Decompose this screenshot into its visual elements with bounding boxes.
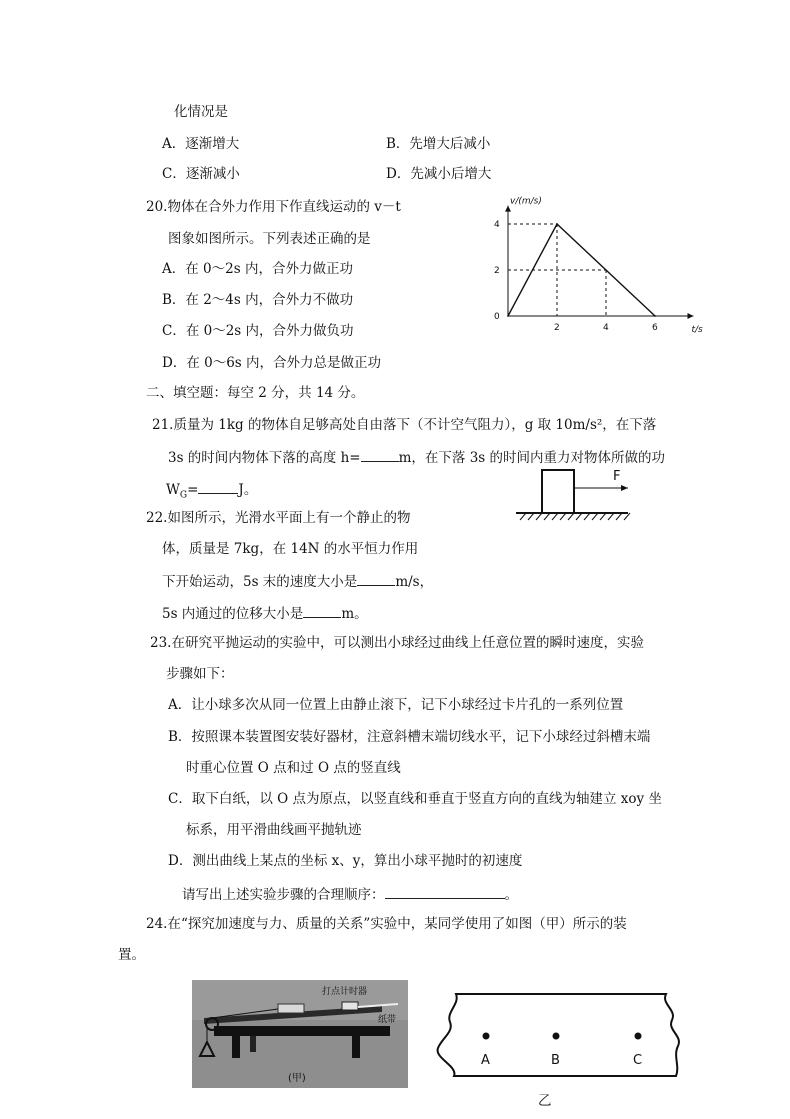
q23-step-b-line2: 时重心位置 O 点和过 O 点的竖直线 (186, 760, 401, 776)
answer-blank-order (385, 884, 505, 899)
tape-label-a: A (481, 1053, 490, 1068)
y-axis-label: v/(m/s) (510, 196, 542, 207)
q21-equals: = (187, 482, 199, 498)
q21-w-symbol: W (166, 482, 180, 498)
q23-step-c-line2: 标系，用平滑曲线画平抛轨迹 (186, 822, 362, 838)
q23-line2: 步骤如下： (166, 666, 234, 682)
y-tick-label: 2 (494, 266, 500, 276)
x-tick-label: 2 (554, 323, 560, 333)
table-top (214, 1026, 390, 1036)
vt-point (654, 315, 656, 317)
answer-blank-height (361, 447, 399, 462)
q19-option-d: D．先减小后增大 (386, 166, 492, 182)
y-tick-label: 0 (494, 312, 500, 322)
q21-line3 (166, 479, 257, 505)
q20-option-a: A．在 0～2s 内，合外力做正功 (162, 261, 353, 277)
q21-w-subscript: G (179, 490, 188, 501)
x-axis-label: t/s (691, 325, 703, 335)
q23-line1: 23.在研究平抛运动的实验中，可以测出小球经过曲线上任意位置的瞬时速度，实验 (150, 635, 644, 651)
q22-line3-b: m/s， (395, 574, 434, 590)
q19-option-b: B．先增大后减小 (386, 136, 491, 152)
q21-line3-end: J。 (238, 482, 258, 498)
q19-option-c: C．逐渐减小 (162, 166, 240, 182)
q20-option-c: C．在 0～2s 内，合外力做负功 (162, 323, 354, 339)
tape-caption: 乙 (538, 1093, 552, 1109)
force-label: F (613, 469, 621, 484)
q23-step-c-line1: C．取下白纸，以 O 点为原点，以竖直线和垂直于竖直方向的直线为轴建立 xoy 坐 (168, 791, 662, 807)
vt-labels (494, 197, 703, 335)
q23-step-a: A．让小球多次从同一位置上由静止滚下，记下小球经过卡片孔的一系列位置 (168, 697, 624, 713)
vt-point (507, 315, 509, 317)
q20-stem-line1: 20.物体在合外力作用下作直线运动的 v－t (146, 199, 401, 215)
tape-label-c: C (633, 1053, 643, 1068)
answer-blank-displacement (303, 603, 341, 618)
tape-dot-c (635, 1033, 642, 1040)
q24-line2: 置。 (118, 947, 145, 963)
q22-line2: 体，质量是 7kg，在 14N 的水平恒力作用 (162, 541, 419, 557)
block (542, 470, 574, 513)
q23-step-b-line1: B．按照课本装置图安装好器材，注意斜槽末端切线水平，记下小球经过斜槽末端 (168, 729, 651, 745)
q21-line2-b: m，在下落 3s 的时间内重力对物体所做的功 (398, 450, 666, 466)
tape-label-b: B (551, 1053, 560, 1068)
vt-dashed-guides (508, 224, 606, 316)
x-tick-label: 4 (603, 323, 609, 333)
photo-caption: (甲) (288, 1073, 306, 1084)
q22-line1: 22.如图所示，光滑水平面上有一个静止的物 (146, 510, 411, 526)
q22-line3 (162, 571, 433, 591)
vt-point (556, 223, 558, 225)
q24-line1: 24.在“探究加速度与力、质量的关系”实验中，某同学使用了如图（甲）所示的装 (146, 916, 627, 932)
vt-axes (505, 206, 694, 319)
apparatus-photo (192, 980, 408, 1088)
block-force-diagram (510, 462, 640, 522)
cart (278, 1004, 304, 1013)
q22-line3-a: 下开始运动，5s 末的速度大小是 (162, 574, 358, 590)
q20-stem-line2: 图象如图所示。下列表述正确的是 (168, 231, 371, 247)
q19-option-a: A．逐渐增大 (162, 136, 240, 152)
x-axis-arrowhead (688, 313, 694, 319)
section-heading: 二、填空题：每空 2 分，共 14 分。 (146, 385, 365, 401)
y-tick-label: 4 (494, 220, 500, 230)
photo-timer-label: 打点计时器 (322, 987, 368, 997)
q23-step-d: D．测出曲线上某点的坐标 x、y，算出小球平抛时的初速度 (168, 853, 523, 869)
q19-continuation: 化情况是 (174, 104, 228, 120)
q22-line4-b: m。 (341, 606, 368, 622)
paper-tape-diagram (430, 988, 700, 1084)
tape-dot-b (553, 1033, 560, 1040)
vt-graph (480, 195, 710, 340)
q20-option-b: B．在 2～4s 内，合外力不做功 (162, 292, 354, 308)
q22-line4-a: 5s 内通过的位移大小是 (162, 606, 304, 622)
q21-line1: 21.质量为 1kg 的物体自足够高处自由落下（不计空气阻力），g 取 10m/s²，在下落 (152, 417, 657, 433)
q22-line4 (162, 603, 368, 623)
x-tick-label: 6 (652, 323, 658, 333)
ground-hatching (520, 513, 630, 520)
q23-ask-text: 请写出上述实验步骤的合理顺序： (182, 887, 385, 903)
q23-ask (182, 884, 518, 904)
q23-ask-end: 。 (504, 887, 518, 903)
q20-option-d: D．在 0～6s 内，合外力总是做正功 (162, 355, 382, 371)
photo-tape-label: 纸带 (378, 1015, 397, 1025)
q21-line2-a: 3s 的时间内物体下落的高度 h= (168, 450, 361, 466)
tape-dot-a (483, 1033, 490, 1040)
answer-blank-velocity (357, 571, 395, 586)
timer (342, 1002, 358, 1010)
force-arrowhead (621, 485, 628, 491)
answer-blank-work (198, 479, 238, 494)
